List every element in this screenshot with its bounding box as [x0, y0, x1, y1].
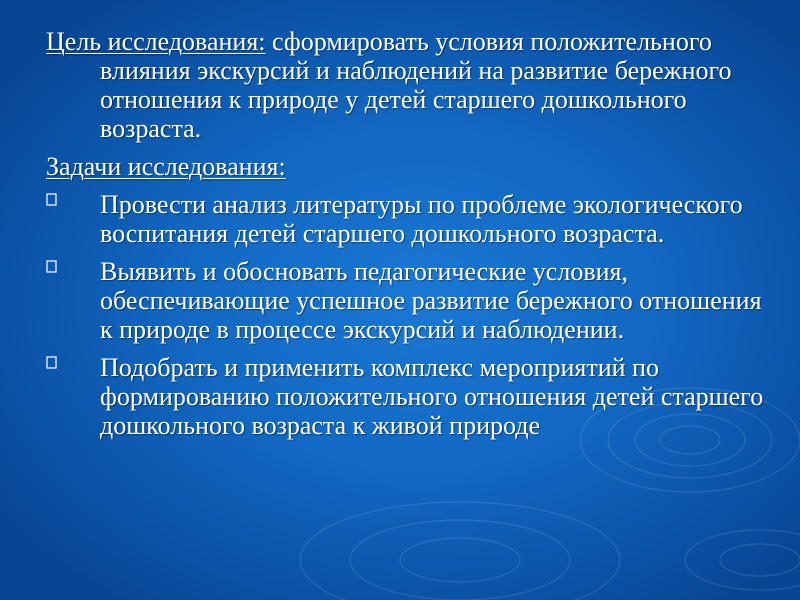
task-item: [46, 353, 776, 440]
goal-paragraph: [46, 27, 776, 143]
task-text: Провести анализ литературы по проблеме экологического воспитания детей старшего дошкольного возраста.: [100, 190, 743, 248]
task-text: Выявить и обосновать педагогические условия, обеспечивающие успешное развитие бережного отношения к природе в процессе экскурсий и наблюдении.: [100, 257, 762, 344]
task-item: [46, 190, 776, 248]
goal-text: сформировать условия положительного влияния экскурсий и наблюдений на развитие бережного отношения к природе у детей старшего дошкольного возраста.: [100, 27, 732, 143]
task-text: Подобрать и применить комплекс мероприятий по формированию положительного отношения детей старшего дошкольного возраста к живой природе: [100, 353, 764, 440]
goal-label: Цель исследования:: [46, 27, 266, 56]
checkbox-placeholder-icon: [46, 258, 60, 276]
tasks-heading: [46, 152, 776, 181]
checkbox-placeholder-icon: [46, 191, 60, 209]
checkbox-placeholder-icon: [46, 354, 60, 372]
task-item: [46, 257, 776, 344]
slide-content: [46, 27, 776, 449]
tasks-label: Задачи исследования:: [46, 152, 286, 181]
